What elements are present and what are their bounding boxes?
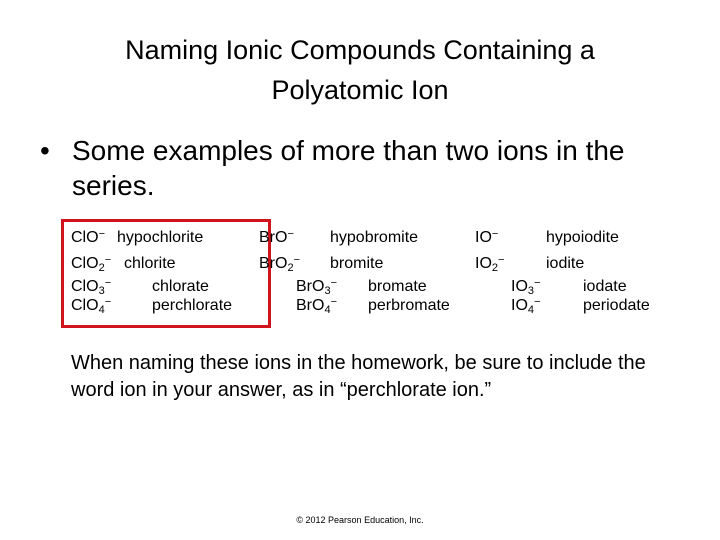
ion-formula: $IO_4^-$ (511, 296, 541, 316)
ion-name: hypobromite (330, 229, 419, 246)
ion-name: perchlorate (152, 297, 233, 314)
ion-name: perbromate (368, 297, 450, 314)
ion-name: bromate (368, 278, 427, 295)
ion-formula: IO− (475, 228, 499, 246)
ion-name: chlorate (152, 278, 209, 295)
copyright-footer: © 2012 Pearson Education, Inc. (296, 515, 424, 525)
slide-title-line-2: Polyatomic Ion (271, 75, 449, 105)
ion-formula: BrO$_3$− (296, 277, 338, 297)
ion-formula: BrO$_2$− (259, 254, 301, 274)
ion-formula: $IO_3^-$ (511, 277, 541, 297)
ion-name: chlorite (124, 255, 176, 272)
ion-formula: ClO$_4$− (71, 296, 112, 316)
ion-name: periodate (583, 297, 650, 314)
ion-formula: ClO− (71, 228, 105, 246)
slide-title (0, 30, 720, 110)
ion-name: bromite (330, 255, 384, 272)
slide-title-line-1: Naming Ionic Compounds Containing a (125, 35, 595, 65)
bullet-text: Some examples of more than two ions in the series. (72, 135, 625, 201)
ion-name: iodate (583, 278, 627, 295)
ion-name: iodite (546, 255, 585, 272)
ion-formula: BrO− (259, 228, 294, 246)
ion-formula: ClO$_3$− (71, 277, 112, 297)
ion-formula: ClO$_2$− (71, 254, 112, 274)
bullet-point (40, 133, 680, 203)
homework-note: When naming these ions in the homework, be sure to include the word ion in your answer, as in “perchlorate ion.” (71, 352, 646, 401)
ion-name: hypochlorite (117, 229, 204, 246)
ion-name: hypoiodite (546, 229, 619, 246)
bullet-dot-icon: • (40, 135, 50, 166)
ion-formula: $IO_2^-$ (475, 254, 505, 274)
ion-formula: BrO$_4$− (296, 296, 338, 316)
